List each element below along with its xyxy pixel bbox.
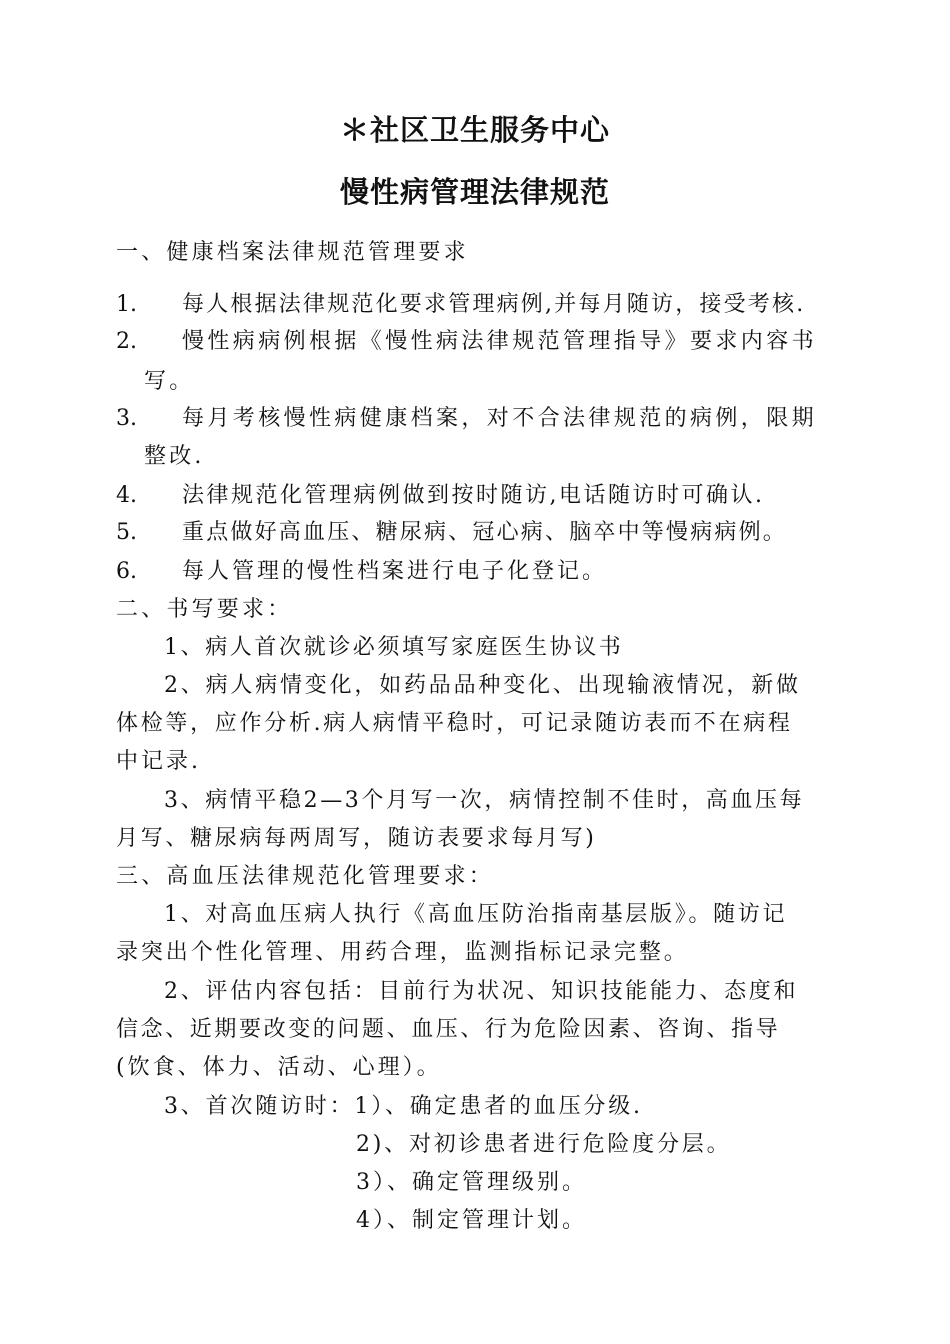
item-number: 2. [116,329,137,354]
item-text: 每人管理的慢性档案进行电子化登记。 [182,559,608,584]
page-title: ＊社区卫生服务中心 [339,113,610,147]
paragraph-line: 录突出个性化管理、用药合理，监测指标记录完整。 [116,940,689,965]
item-number: 1. [116,292,137,317]
paragraph-line: 3、病情平稳2—3个月写一次，病情控制不佳时，高血压每 [164,788,805,813]
paragraph-line: 3、首次随访时：1）、确定患者的血压分级. [164,1094,643,1119]
paragraph-line: 月写、糖尿病每两周写，随访表要求每月写) [116,826,597,851]
item-text: 慢性病病例根据《慢性病法律规范管理指导》要求内容书 [182,329,818,354]
item-text: 法律规范化管理病例做到按时随访,电话随访时可确认. [182,483,765,508]
item-text-continued: 整改. [144,444,205,469]
section3-heading: 三、高血压法律规范化管理要求： [116,864,495,889]
paragraph-line: (饮食、体力、活动、心理）。 [116,1055,442,1080]
item-text: 每人根据法律规范化要求管理病例,并每月随访，接受考核. [182,292,806,317]
paragraph-line: 4）、制定管理计划。 [356,1208,587,1233]
page-subtitle: 慢性病管理法律规范 [339,175,610,209]
paragraph-line: 1、病人首次就诊必须填写家庭医生协议书 [164,635,624,660]
paragraph-line: 3）、确定管理级别。 [356,1170,587,1195]
section2-heading: 二、书写要求： [116,597,293,622]
item-number: 4. [116,483,137,508]
paragraph-line: 2、评估内容包括：目前行为状况、知识技能能力、态度和 [164,979,799,1004]
paragraph-line: 1、对高血压病人执行《高血压防治指南基层版》。随访记 [164,902,788,927]
section1-heading: 一、健康档案法律规范管理要求 [116,240,469,265]
paragraph-line: 体检等，应作分析.病人病情平稳时，可记录随访表而不在病程 [116,711,793,736]
item-text: 重点做好高血压、糖尿病、冠心病、脑卒中等慢病病例。 [182,520,788,545]
item-text: 每月考核慢性病健康档案，对不合法律规范的病例，限期 [182,406,818,431]
item-number: 6. [116,559,137,584]
paragraph-line: 2、病人病情变化，如药品品种变化、出现输液情况，新做 [164,673,801,698]
paragraph-line: 2)、对初诊患者进行危险度分层。 [356,1132,732,1157]
paragraph-line: 中记录. [116,749,201,774]
item-text-continued: 写。 [144,369,195,394]
item-number: 3. [116,406,137,431]
item-number: 5. [116,520,137,545]
paragraph-line: 信念、近期要改变的问题、血压、行为危险因素、咨询、指导 [116,1017,781,1042]
